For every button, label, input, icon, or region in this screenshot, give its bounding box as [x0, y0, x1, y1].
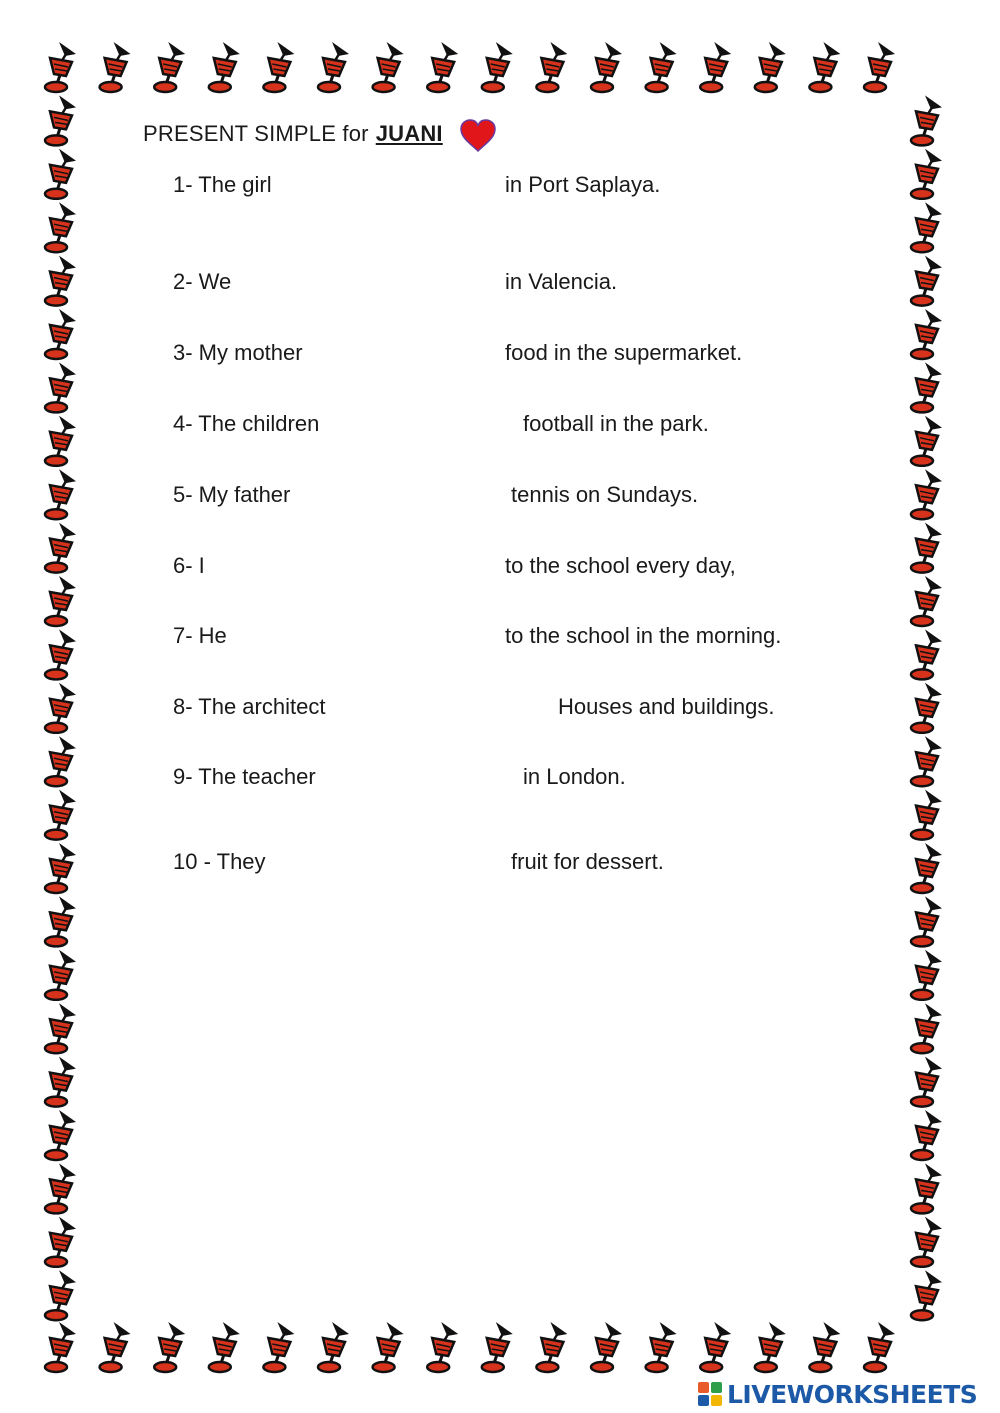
- drink-glass-icon: [45, 42, 76, 92]
- drink-glass-icon: [45, 256, 76, 306]
- drink-glass-icon: [154, 42, 185, 92]
- drink-glass-icon: [911, 896, 942, 946]
- drink-glass-icon: [209, 42, 240, 92]
- drink-glass-icon: [154, 1322, 185, 1372]
- sentence-subject: 6- I: [173, 553, 205, 578]
- drink-glass-icon: [911, 523, 942, 573]
- sentence-ending: in Valencia.: [505, 269, 618, 294]
- drink-glass-icon: [45, 523, 76, 573]
- drink-glass-icon: [45, 576, 76, 626]
- drink-glass-icon: [911, 1110, 942, 1160]
- drink-glass-icon: [45, 362, 76, 412]
- sentence-subject: 8- The architect: [173, 694, 326, 719]
- drink-glass-icon: [427, 42, 458, 92]
- drink-glass-icon: [700, 42, 731, 92]
- drink-glass-icon: [45, 790, 76, 840]
- drink-glass-icon: [318, 42, 349, 92]
- sentence-ending: football in the park.: [523, 411, 709, 436]
- sentence-ending: food in the supermarket.: [505, 340, 743, 365]
- drink-glass-icon: [911, 149, 942, 199]
- drink-glass-icon: [45, 683, 76, 733]
- drink-glass-icon: [911, 202, 942, 252]
- drink-glass-icon: [100, 1322, 131, 1372]
- drink-glass-icon: [911, 309, 942, 359]
- drink-glass-icon: [45, 95, 76, 145]
- drink-glass-icon: [45, 202, 76, 252]
- drink-glass-icon: [45, 1003, 76, 1053]
- sentence-ending: Houses and buildings.: [558, 694, 775, 719]
- drink-glass-icon: [318, 1322, 349, 1372]
- sentence-ending: in Port Saplaya.: [505, 172, 661, 197]
- drink-glass-icon: [911, 950, 942, 1000]
- sentence-subject: 9- The teacher: [173, 764, 316, 789]
- sentence-subject: 4- The children: [173, 411, 320, 436]
- sentence-ending: fruit for dessert.: [511, 849, 664, 874]
- drink-glass-icon: [45, 736, 76, 786]
- drink-glass-icon: [45, 469, 76, 519]
- drink-glass-icon: [700, 1322, 731, 1372]
- sentence-ending: in London.: [523, 764, 626, 789]
- drink-glass-icon: [646, 1322, 677, 1372]
- heart-icon: [459, 119, 497, 153]
- drink-glass-icon: [911, 256, 942, 306]
- drink-glass-icon: [373, 1322, 404, 1372]
- drink-glass-icon: [911, 576, 942, 626]
- drink-glass-icon: [911, 629, 942, 679]
- sentence-subject: 7- He: [173, 623, 227, 648]
- drink-glass-icon: [646, 42, 677, 92]
- drink-glass-icon: [911, 683, 942, 733]
- drink-glass-icon: [45, 896, 76, 946]
- drink-glass-icon: [45, 1322, 76, 1372]
- drink-glass-icon: [864, 42, 895, 92]
- sentence-subject: 3- My mother: [173, 340, 303, 365]
- drink-glass-icon: [209, 1322, 240, 1372]
- drink-glass-icon: [45, 1110, 76, 1160]
- drink-glass-icon: [45, 629, 76, 679]
- drink-glass-icon: [911, 843, 942, 893]
- sentence-ending: tennis on Sundays.: [511, 482, 699, 507]
- drink-glass-icon: [591, 42, 622, 92]
- drink-glass-icon: [911, 1270, 942, 1320]
- drink-glass-icon: [45, 950, 76, 1000]
- drink-glass-icon: [911, 362, 942, 412]
- sentence-subject: 2- We: [173, 269, 232, 294]
- footer-brand: [697, 1377, 977, 1411]
- worksheet-title: [143, 121, 443, 147]
- drink-glass-icon: [427, 1322, 458, 1372]
- drink-glass-icon: [45, 416, 76, 466]
- drink-glass-icon: [911, 1003, 942, 1053]
- drink-glass-icon: [911, 790, 942, 840]
- student-name: JUANI: [375, 121, 443, 146]
- drink-glass-icon: [864, 1322, 895, 1372]
- liveworksheets-logo-icon: [697, 1381, 723, 1407]
- drink-glass-icon: [809, 1322, 840, 1372]
- drink-glass-icon: [482, 42, 513, 92]
- drink-glass-icon: [809, 42, 840, 92]
- sentence-ending: to the school every day,: [505, 553, 736, 578]
- sentence-subject: 10 - They: [173, 849, 266, 874]
- drink-glass-icon: [45, 1270, 76, 1320]
- drink-glass-icon: [536, 42, 567, 92]
- sentence-ending: to the school in the morning.: [505, 623, 782, 648]
- drink-glass-icon: [591, 1322, 622, 1372]
- drink-glass-icon: [100, 42, 131, 92]
- drink-glass-icon: [755, 42, 786, 92]
- drink-glass-icon: [45, 309, 76, 359]
- sentence-subject: 5- My father: [173, 482, 291, 507]
- drink-glass-icon: [911, 1163, 942, 1213]
- drink-glass-icon: [911, 736, 942, 786]
- drink-glass-icon: [45, 1217, 76, 1267]
- drink-glass-icon: [482, 1322, 513, 1372]
- drink-glass-icon: [911, 1057, 942, 1107]
- brand-name: LIVEWORKSHEETS: [727, 1379, 978, 1409]
- drink-glass-icon: [536, 1322, 567, 1372]
- drink-glass-icon: [45, 1163, 76, 1213]
- drink-glass-icon: [911, 416, 942, 466]
- sentence-subject: 1- The girl: [173, 172, 272, 197]
- drink-glass-icon: [45, 1057, 76, 1107]
- drink-glass-icon: [911, 95, 942, 145]
- drink-glass-icon: [263, 42, 294, 92]
- drink-glass-icon: [45, 843, 76, 893]
- drink-glass-icon: [45, 149, 76, 199]
- drink-glass-icon: [911, 1217, 942, 1267]
- drink-glass-icon: [755, 1322, 786, 1372]
- drink-glass-icon: [911, 469, 942, 519]
- title-prefix: PRESENT SIMPLE for: [143, 121, 369, 146]
- drink-glass-icon: [373, 42, 404, 92]
- drink-glass-icon: [263, 1322, 294, 1372]
